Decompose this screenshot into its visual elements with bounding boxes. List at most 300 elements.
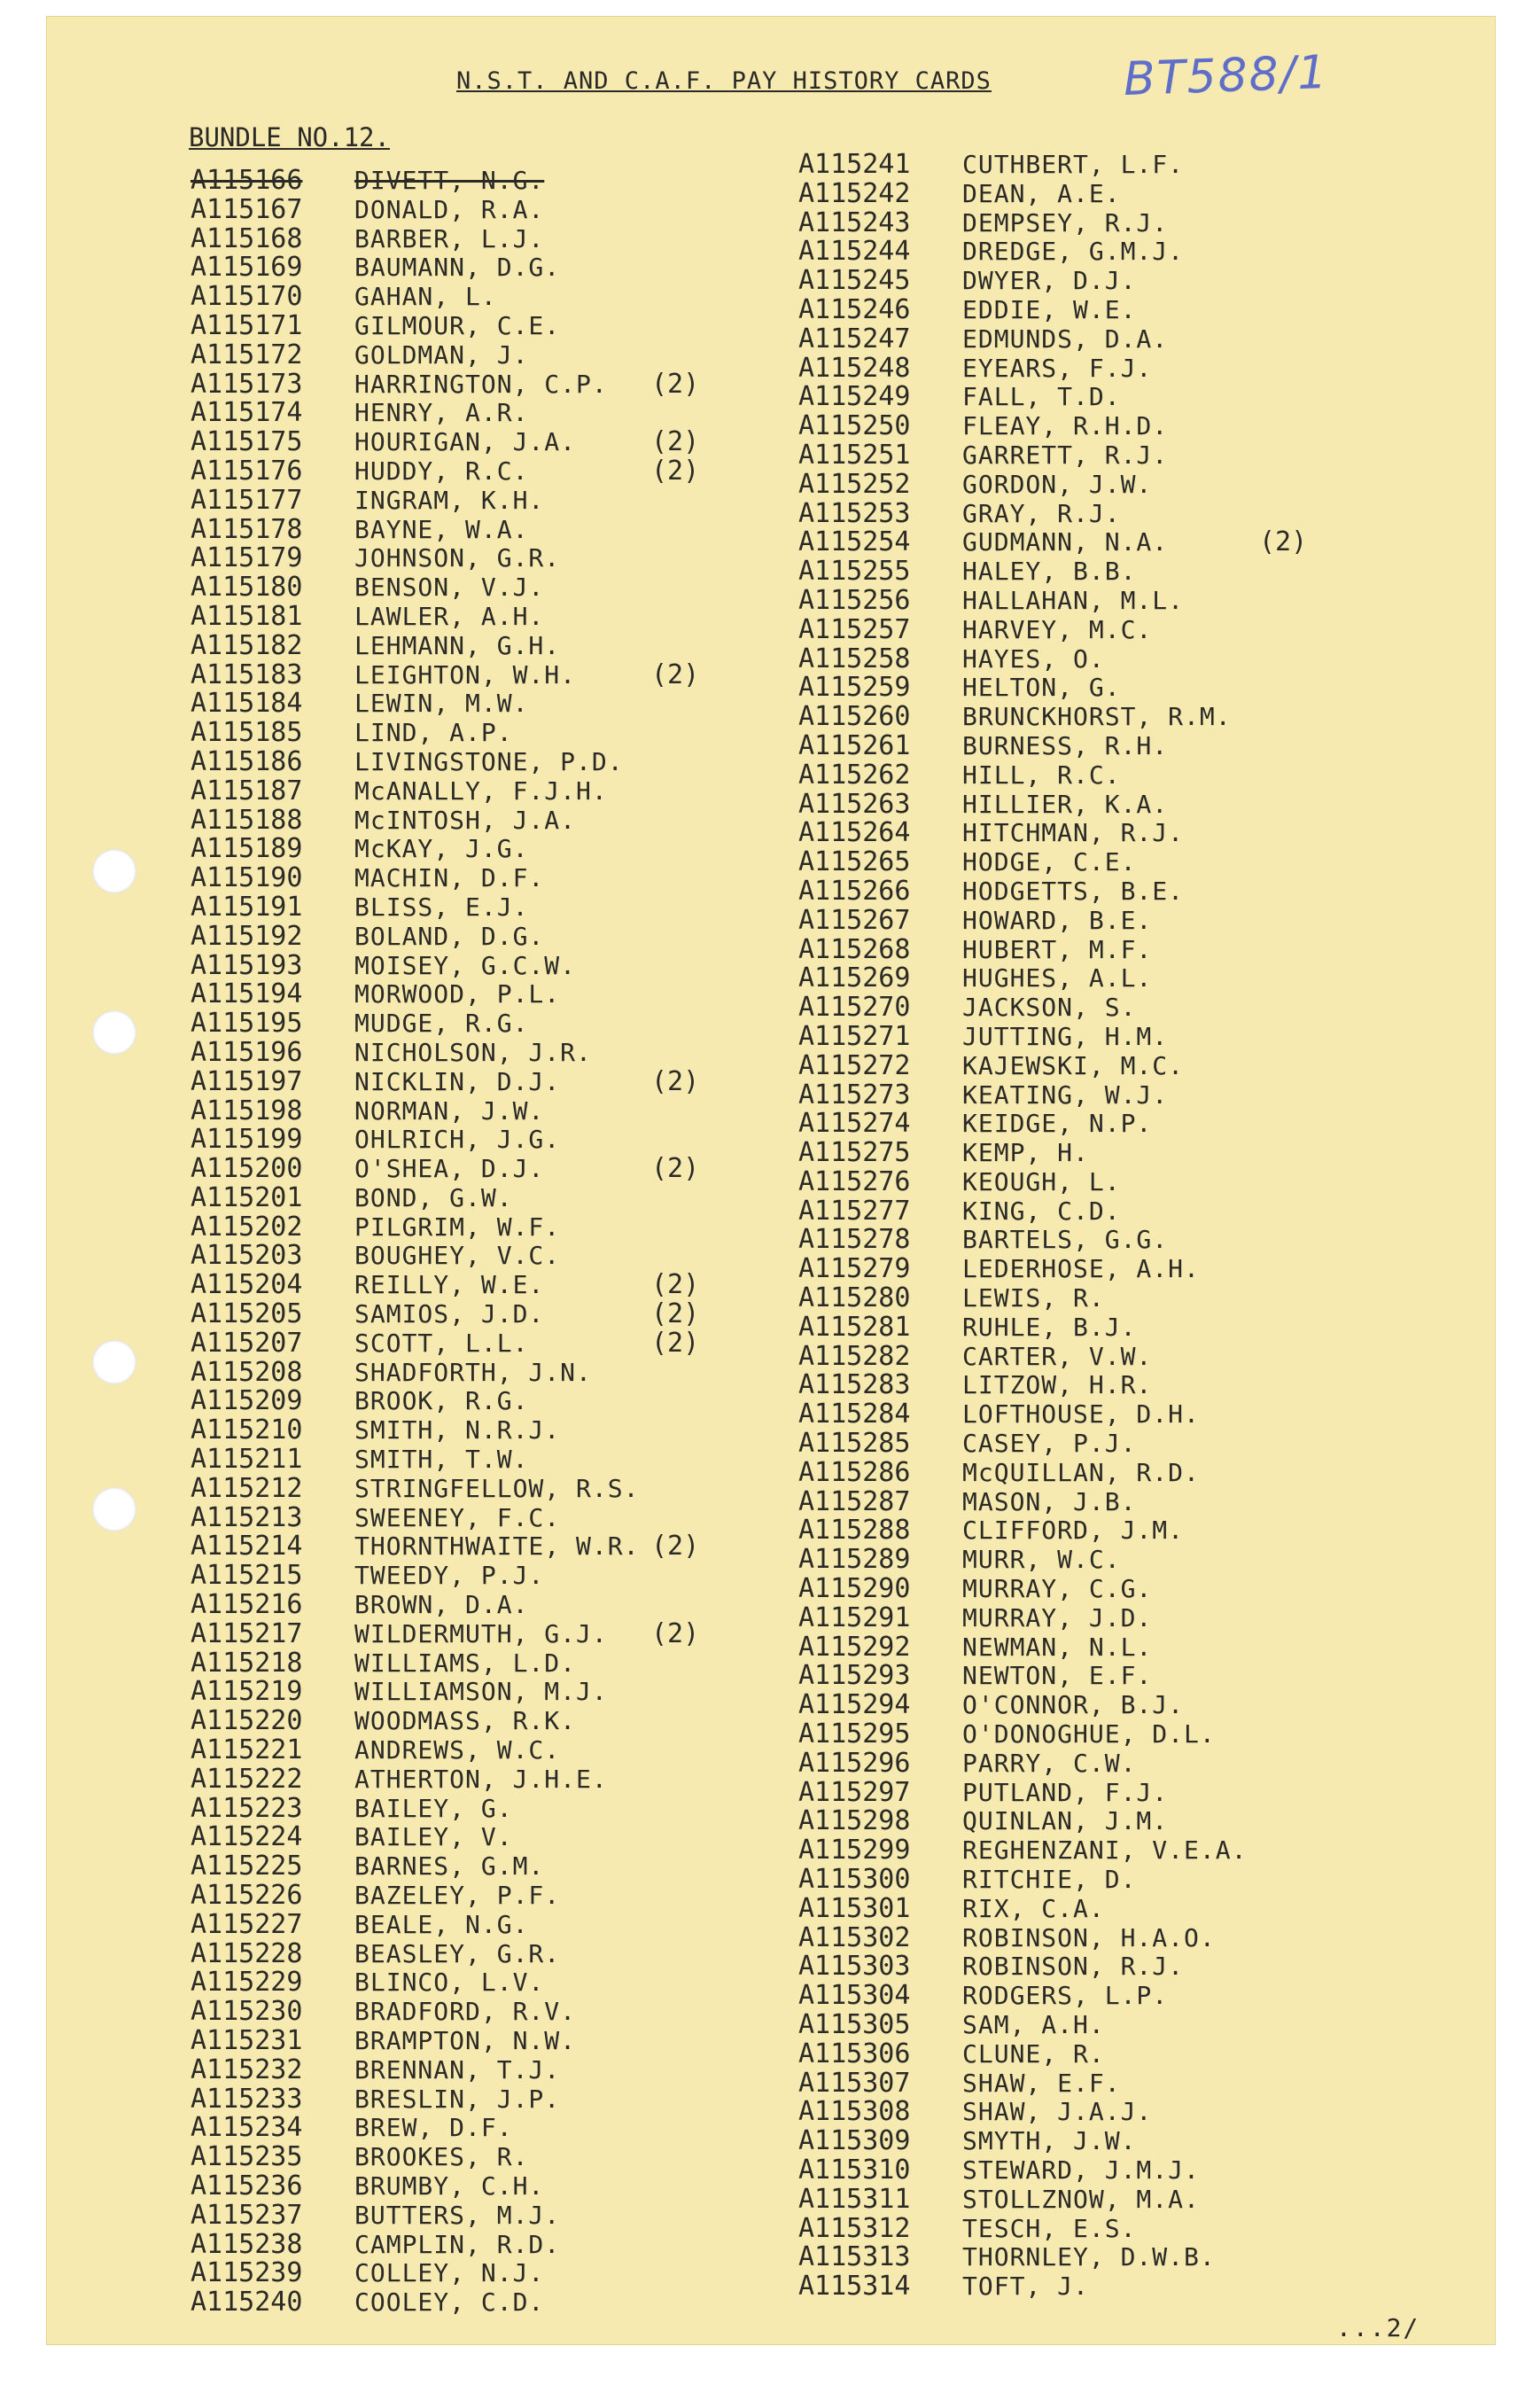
service-number: A115291 xyxy=(798,1601,911,1633)
service-number: A115287 xyxy=(798,1485,911,1517)
service-number: A115190 xyxy=(191,862,303,894)
person-name: DEMPSEY, R.J. xyxy=(962,207,1169,238)
service-number: A115293 xyxy=(798,1660,911,1692)
service-number: A115257 xyxy=(798,613,911,645)
service-number: A115186 xyxy=(191,745,303,777)
person-name: WILLIAMSON, M.J. xyxy=(354,1677,608,1707)
service-number: A115239 xyxy=(191,2257,303,2289)
person-name: COLLEY, N.J. xyxy=(354,2258,545,2288)
service-number: A115180 xyxy=(191,572,303,604)
list-item xyxy=(798,2241,1401,2271)
person-name: RUHLE, B.J. xyxy=(962,1312,1137,1342)
person-name: BLINCO, L.V. xyxy=(354,1968,545,1998)
person-name: JOHNSON, G.R. xyxy=(354,543,561,573)
list-item xyxy=(798,585,1401,614)
person-name: FALL, T.D. xyxy=(962,382,1121,412)
person-name: COOLEY, C.D. xyxy=(354,2287,545,2318)
service-number: A115179 xyxy=(191,542,303,574)
person-name: BRESLIN, J.P. xyxy=(354,2084,561,2114)
service-number: A115280 xyxy=(798,1282,911,1314)
list-item xyxy=(191,833,793,865)
service-number: A115230 xyxy=(191,1996,303,2028)
person-name: CARTER, V.W. xyxy=(962,1341,1153,1371)
service-number: A115192 xyxy=(191,920,303,952)
list-item xyxy=(191,1182,793,1212)
service-number: A115168 xyxy=(191,222,303,254)
person-name: GUDMANN, N.A. xyxy=(962,527,1169,557)
list-item xyxy=(798,672,1401,704)
person-name: MURRAY, C.G. xyxy=(962,1574,1153,1604)
list-item xyxy=(798,265,1401,297)
list-item xyxy=(798,1660,1401,1692)
service-number: A115296 xyxy=(798,1747,911,1779)
service-number: A115188 xyxy=(191,804,303,836)
card-count-note: (2) xyxy=(651,1617,700,1649)
service-number: A115242 xyxy=(798,177,911,209)
card-count-note: (2) xyxy=(651,1269,700,1301)
service-number: A115243 xyxy=(798,207,911,238)
list-item xyxy=(798,1805,1401,1835)
person-name: MUDGE, R.G. xyxy=(354,1009,529,1039)
service-number: A115197 xyxy=(191,1065,303,1097)
person-name: MASON, J.B. xyxy=(962,1486,1137,1516)
person-name: WILDERMUTH, G.J. xyxy=(354,1618,608,1648)
card-count-note: (2) xyxy=(651,455,700,487)
handwritten-reference: BT588/1 xyxy=(1123,45,1330,107)
person-name: TESCH, E.S. xyxy=(962,2213,1137,2243)
list-item xyxy=(191,485,793,514)
person-name: ATHERTON, J.H.E. xyxy=(354,1764,608,1794)
person-name: HARVEY, M.C. xyxy=(962,614,1153,644)
list-item xyxy=(798,789,1401,818)
service-number: A115255 xyxy=(798,556,911,588)
person-name: BEASLEY, G.R. xyxy=(354,1938,561,1968)
service-number: A115175 xyxy=(191,426,303,458)
service-number: A115233 xyxy=(191,2083,303,2115)
list-item xyxy=(798,701,1401,733)
service-number: A115288 xyxy=(798,1515,911,1547)
list-item xyxy=(798,1369,1401,1399)
person-name: BARTELS, G.G. xyxy=(962,1225,1169,1255)
service-number: A115169 xyxy=(191,252,303,284)
service-number: A115298 xyxy=(798,1805,911,1837)
person-name: HILLIER, K.A. xyxy=(962,789,1169,819)
service-number: A115212 xyxy=(191,1472,303,1504)
service-number: A115289 xyxy=(798,1544,911,1576)
service-number: A115174 xyxy=(191,397,303,429)
list-item xyxy=(191,659,793,689)
list-item xyxy=(798,1864,1401,1896)
person-name: BEALE, N.G. xyxy=(354,1909,529,1939)
service-number: A115245 xyxy=(798,265,911,297)
service-number: A115277 xyxy=(798,1195,911,1227)
list-item xyxy=(798,323,1401,353)
left-column-list xyxy=(191,165,793,2316)
service-number: A115265 xyxy=(798,846,911,878)
service-number: A115241 xyxy=(798,149,911,180)
service-number: A115167 xyxy=(191,193,303,225)
list-item xyxy=(798,1341,1401,1370)
service-number: A115185 xyxy=(191,717,303,749)
service-number: A115171 xyxy=(191,309,303,341)
service-number: A115266 xyxy=(798,875,911,907)
person-name: RODGERS, L.P. xyxy=(962,1981,1169,2011)
list-item xyxy=(191,892,793,921)
service-number: A115183 xyxy=(191,658,303,690)
service-number: A115254 xyxy=(798,526,911,558)
person-name: SMITH, N.R.J. xyxy=(354,1415,561,1446)
service-number: A115187 xyxy=(191,775,303,807)
list-item xyxy=(798,1486,1401,1516)
person-name: REILLY, W.E. xyxy=(354,1270,545,1300)
service-number: A115214 xyxy=(191,1531,303,1562)
page-title: N.S.T. AND C.A.F. PAY HISTORY CARDS xyxy=(456,67,992,95)
service-number: A115204 xyxy=(191,1269,303,1301)
person-name: HALEY, B.B. xyxy=(962,557,1137,587)
list-item xyxy=(798,178,1401,207)
person-name: HODGE, C.E. xyxy=(962,847,1137,877)
service-number: A115215 xyxy=(191,1560,303,1592)
service-number: A115229 xyxy=(191,1967,303,1999)
person-name: MACHIN, D.F. xyxy=(354,863,545,893)
list-item xyxy=(798,1166,1401,1196)
list-item xyxy=(191,746,793,775)
person-name: ROBINSON, H.A.O. xyxy=(962,1922,1216,1952)
person-name: NEWTON, E.F. xyxy=(962,1661,1153,1691)
service-number: A115279 xyxy=(798,1253,911,1285)
punch-hole xyxy=(92,1010,136,1055)
service-number: A115313 xyxy=(798,2241,911,2273)
service-number: A115232 xyxy=(191,2053,303,2085)
service-number: A115264 xyxy=(798,817,911,849)
card-count-note: (2) xyxy=(651,1531,700,1562)
person-name: BAUMANN, D.G. xyxy=(354,253,561,283)
list-item xyxy=(798,905,1401,934)
person-name: SAM, A.H. xyxy=(962,2010,1105,2039)
service-number: A115310 xyxy=(798,2154,911,2186)
service-number: A115260 xyxy=(798,701,911,733)
list-item xyxy=(191,2141,793,2173)
list-item xyxy=(191,1240,793,1272)
service-number: A115252 xyxy=(798,468,911,500)
service-number: A115305 xyxy=(798,2009,911,2040)
service-number: A115217 xyxy=(191,1617,303,1649)
person-name: TOFT, J. xyxy=(962,2272,1089,2302)
list-item xyxy=(191,1095,793,1125)
person-name: BAZELEY, P.F. xyxy=(354,1881,561,1911)
list-item xyxy=(191,165,793,194)
list-item xyxy=(191,223,793,253)
card-count-note: (2) xyxy=(651,426,700,458)
list-item xyxy=(191,1502,793,1531)
list-item xyxy=(191,2054,793,2084)
list-item xyxy=(191,2287,793,2316)
list-item xyxy=(798,498,1401,527)
person-name: BOND, G.W. xyxy=(354,1182,513,1212)
service-number: A115200 xyxy=(191,1153,303,1185)
service-number: A115181 xyxy=(191,600,303,632)
service-number: A115219 xyxy=(191,1676,303,1708)
service-number: A115248 xyxy=(798,352,911,384)
service-number: A115199 xyxy=(191,1124,303,1156)
person-name: RIX, C.A. xyxy=(962,1893,1105,1923)
list-item xyxy=(191,2170,793,2200)
service-number: A115178 xyxy=(191,513,303,545)
list-item xyxy=(191,1676,793,1708)
service-number: A115302 xyxy=(798,1921,911,1953)
person-name: EYEARS, F.J. xyxy=(962,353,1153,383)
list-item xyxy=(798,236,1401,268)
service-number: A115166 xyxy=(191,165,303,196)
list-item xyxy=(191,2084,793,2113)
list-item xyxy=(798,2271,1401,2303)
person-name: PILGRIM, W.F. xyxy=(354,1212,561,1242)
person-name: NICKLIN, D.J. xyxy=(354,1066,561,1096)
list-item xyxy=(798,1835,1401,1864)
service-number: A115170 xyxy=(191,281,303,313)
person-name: SMITH, T.W. xyxy=(354,1445,529,1475)
service-number: A115303 xyxy=(798,1951,911,1983)
list-item xyxy=(798,614,1401,643)
list-item xyxy=(191,978,793,1008)
person-name: HENRY, A.R. xyxy=(354,398,529,428)
list-item xyxy=(798,1893,1401,1922)
person-name: CASEY, P.J. xyxy=(962,1429,1137,1459)
person-name: BREW, D.F. xyxy=(354,2113,513,2143)
service-number: A115211 xyxy=(191,1444,303,1476)
service-number: A115182 xyxy=(191,629,303,661)
person-name: SHAW, E.F. xyxy=(962,2068,1121,2098)
list-item xyxy=(798,2068,1401,2097)
person-name: KAJEWSKI, M.C. xyxy=(962,1050,1185,1080)
list-item xyxy=(191,1560,793,1592)
person-name: LEDERHOSE, A.H. xyxy=(962,1254,1200,1284)
service-number: A115299 xyxy=(798,1835,911,1866)
person-name: BRAMPTON, N.W. xyxy=(354,2026,577,2055)
list-item xyxy=(798,2155,1401,2184)
person-name: STOLLZNOW, M.A. xyxy=(962,2184,1200,2214)
list-item xyxy=(191,1648,793,1677)
list-item xyxy=(191,572,793,604)
list-item xyxy=(798,1050,1401,1079)
list-item xyxy=(191,369,793,398)
list-item xyxy=(798,1428,1401,1460)
person-name: BAYNE, W.A. xyxy=(354,514,529,544)
service-number: A115189 xyxy=(191,833,303,865)
person-name: LEWIS, R. xyxy=(962,1283,1105,1313)
person-name: CLIFFORD, J.M. xyxy=(962,1516,1185,1546)
person-name: GORDON, J.W. xyxy=(962,469,1153,499)
person-name: CUTHBERT, L.F. xyxy=(962,150,1185,179)
person-name: BRENNAN, T.J. xyxy=(354,2054,561,2085)
service-number: A115314 xyxy=(798,2271,911,2303)
service-number: A115216 xyxy=(191,1589,303,1621)
person-name: WILLIAMS, L.D. xyxy=(354,1648,577,1678)
list-item xyxy=(798,992,1401,1024)
person-name: BENSON, V.J. xyxy=(354,573,545,603)
person-name: NORMAN, J.W. xyxy=(354,1095,545,1126)
list-item xyxy=(798,1689,1401,1721)
list-item xyxy=(191,1589,793,1621)
service-number: A115191 xyxy=(191,891,303,923)
list-item xyxy=(798,207,1401,237)
service-number: A115286 xyxy=(798,1456,911,1488)
list-item xyxy=(191,1298,793,1328)
list-item xyxy=(798,469,1401,498)
list-item xyxy=(191,281,793,313)
list-item xyxy=(798,1196,1401,1225)
person-name: MURR, W.C. xyxy=(962,1545,1121,1575)
card-count-note: (2) xyxy=(1259,526,1308,558)
service-number: A115220 xyxy=(191,1705,303,1737)
list-item xyxy=(191,2200,793,2229)
person-name: BARNES, G.M. xyxy=(354,1851,545,1882)
person-name: O'CONNOR, B.J. xyxy=(962,1690,1185,1720)
list-item xyxy=(798,643,1401,673)
service-number: A115203 xyxy=(191,1240,303,1272)
list-item xyxy=(191,194,793,223)
person-name: HUDDY, R.C. xyxy=(354,456,529,486)
service-number: A115309 xyxy=(798,2125,911,2157)
list-item xyxy=(798,2096,1401,2128)
service-number: A115236 xyxy=(191,2170,303,2201)
service-number: A115273 xyxy=(798,1079,911,1110)
person-name: BRUNCKHORST, R.M. xyxy=(962,702,1232,732)
service-number: A115262 xyxy=(798,759,911,791)
person-name: HILL, R.C. xyxy=(962,760,1121,790)
service-number: A115281 xyxy=(798,1311,911,1343)
person-name: QUINLAN, J.M. xyxy=(962,1806,1169,1836)
person-name: DREDGE, G.M.J. xyxy=(962,237,1185,267)
card-count-note: (2) xyxy=(651,1298,700,1330)
list-item xyxy=(798,1748,1401,1777)
service-number: A115308 xyxy=(798,2096,911,2128)
service-number: A115247 xyxy=(798,323,911,355)
list-item xyxy=(798,526,1401,556)
list-item xyxy=(191,1269,793,1301)
list-item xyxy=(191,426,793,456)
continuation-mark: ...2/ xyxy=(1336,2313,1420,2342)
list-item xyxy=(191,1124,793,1156)
service-number: A115301 xyxy=(798,1892,911,1924)
service-number: A115249 xyxy=(798,381,911,413)
list-item xyxy=(798,2009,1401,2038)
list-item xyxy=(191,1473,793,1502)
list-item xyxy=(798,846,1401,876)
person-name: HARRINGTON, C.P. xyxy=(354,369,608,399)
service-number: A115226 xyxy=(191,1880,303,1912)
service-number: A115208 xyxy=(191,1356,303,1388)
service-number: A115221 xyxy=(191,1734,303,1766)
person-name: GOLDMAN, J. xyxy=(354,339,529,370)
list-item xyxy=(191,1531,793,1560)
list-item xyxy=(191,1037,793,1066)
list-item xyxy=(191,1821,793,1851)
punch-hole xyxy=(92,1340,136,1384)
list-item xyxy=(798,556,1401,588)
person-name: HELTON, G. xyxy=(962,673,1121,703)
list-item xyxy=(191,601,793,630)
person-name: McKAY, J.G. xyxy=(354,834,529,864)
service-number: A115223 xyxy=(191,1792,303,1824)
list-item xyxy=(798,149,1401,178)
service-number: A115290 xyxy=(798,1573,911,1605)
service-number: A115294 xyxy=(798,1689,911,1721)
service-number: A115276 xyxy=(798,1165,911,1197)
service-number: A115311 xyxy=(798,2183,911,2215)
service-number: A115198 xyxy=(191,1095,303,1126)
list-item xyxy=(191,252,793,284)
list-item xyxy=(191,717,793,749)
list-item xyxy=(191,2257,793,2287)
person-name: OHLRICH, J.G. xyxy=(354,1125,561,1155)
list-item xyxy=(798,1457,1401,1486)
person-name: PARRY, C.W. xyxy=(962,1748,1137,1778)
service-number: A115275 xyxy=(798,1137,911,1169)
person-name: BARBER, L.J. xyxy=(354,223,545,253)
person-name: EDDIE, W.E. xyxy=(962,294,1137,324)
service-number: A115218 xyxy=(191,1647,303,1679)
service-number: A115234 xyxy=(191,2112,303,2144)
card-count-note: (2) xyxy=(651,1327,700,1359)
person-name: ANDREWS, W.C. xyxy=(354,1735,561,1765)
list-item xyxy=(191,1212,793,1241)
right-column-list xyxy=(798,149,1401,2303)
service-number: A115292 xyxy=(798,1631,911,1663)
person-name: FLEAY, R.H.D. xyxy=(962,411,1169,441)
punch-hole xyxy=(92,1487,136,1531)
list-item xyxy=(798,2038,1401,2068)
service-number: A115205 xyxy=(191,1298,303,1330)
person-name: BOUGHEY, V.C. xyxy=(354,1241,561,1271)
person-name: MURRAY, J.D. xyxy=(962,1602,1153,1633)
service-number: A115297 xyxy=(798,1776,911,1808)
list-item xyxy=(191,1734,793,1764)
person-name: DIVETT, N.G. xyxy=(354,166,545,195)
list-item xyxy=(191,950,793,979)
person-name: HITCHMAN, R.J. xyxy=(962,818,1185,848)
person-name: SMYTH, J.W. xyxy=(962,2126,1137,2156)
list-item xyxy=(191,339,793,369)
service-number: A115244 xyxy=(798,236,911,268)
person-name: McQUILLAN, R.D. xyxy=(962,1457,1200,1487)
service-number: A115251 xyxy=(798,439,911,471)
person-name: LITZOW, H.R. xyxy=(962,1370,1153,1400)
service-number: A115307 xyxy=(798,2067,911,2099)
service-number: A115196 xyxy=(191,1036,303,1068)
service-number: A115238 xyxy=(191,2228,303,2260)
list-item xyxy=(798,440,1401,469)
service-number: A115282 xyxy=(798,1340,911,1372)
list-item xyxy=(191,310,793,339)
person-name: McANALLY, F.J.H. xyxy=(354,775,608,806)
list-item xyxy=(798,1544,1401,1576)
service-number: A115259 xyxy=(798,672,911,704)
person-name: EDMUNDS, D.A. xyxy=(962,323,1169,354)
person-name: LIVINGSTONE, P.D. xyxy=(354,746,624,776)
person-name: KEOUGH, L. xyxy=(962,1166,1121,1196)
service-number: A115193 xyxy=(191,949,303,981)
service-number: A115213 xyxy=(191,1501,303,1533)
person-name: DWYER, D.J. xyxy=(962,266,1137,296)
service-number: A115285 xyxy=(798,1428,911,1460)
card-count-note: (2) xyxy=(651,1065,700,1097)
service-number: A115194 xyxy=(191,978,303,1010)
list-item xyxy=(798,1573,1401,1605)
person-name: BAILEY, V. xyxy=(354,1822,513,1852)
service-number: A115176 xyxy=(191,455,303,487)
person-name: SAMIOS, J.D. xyxy=(354,1299,545,1329)
